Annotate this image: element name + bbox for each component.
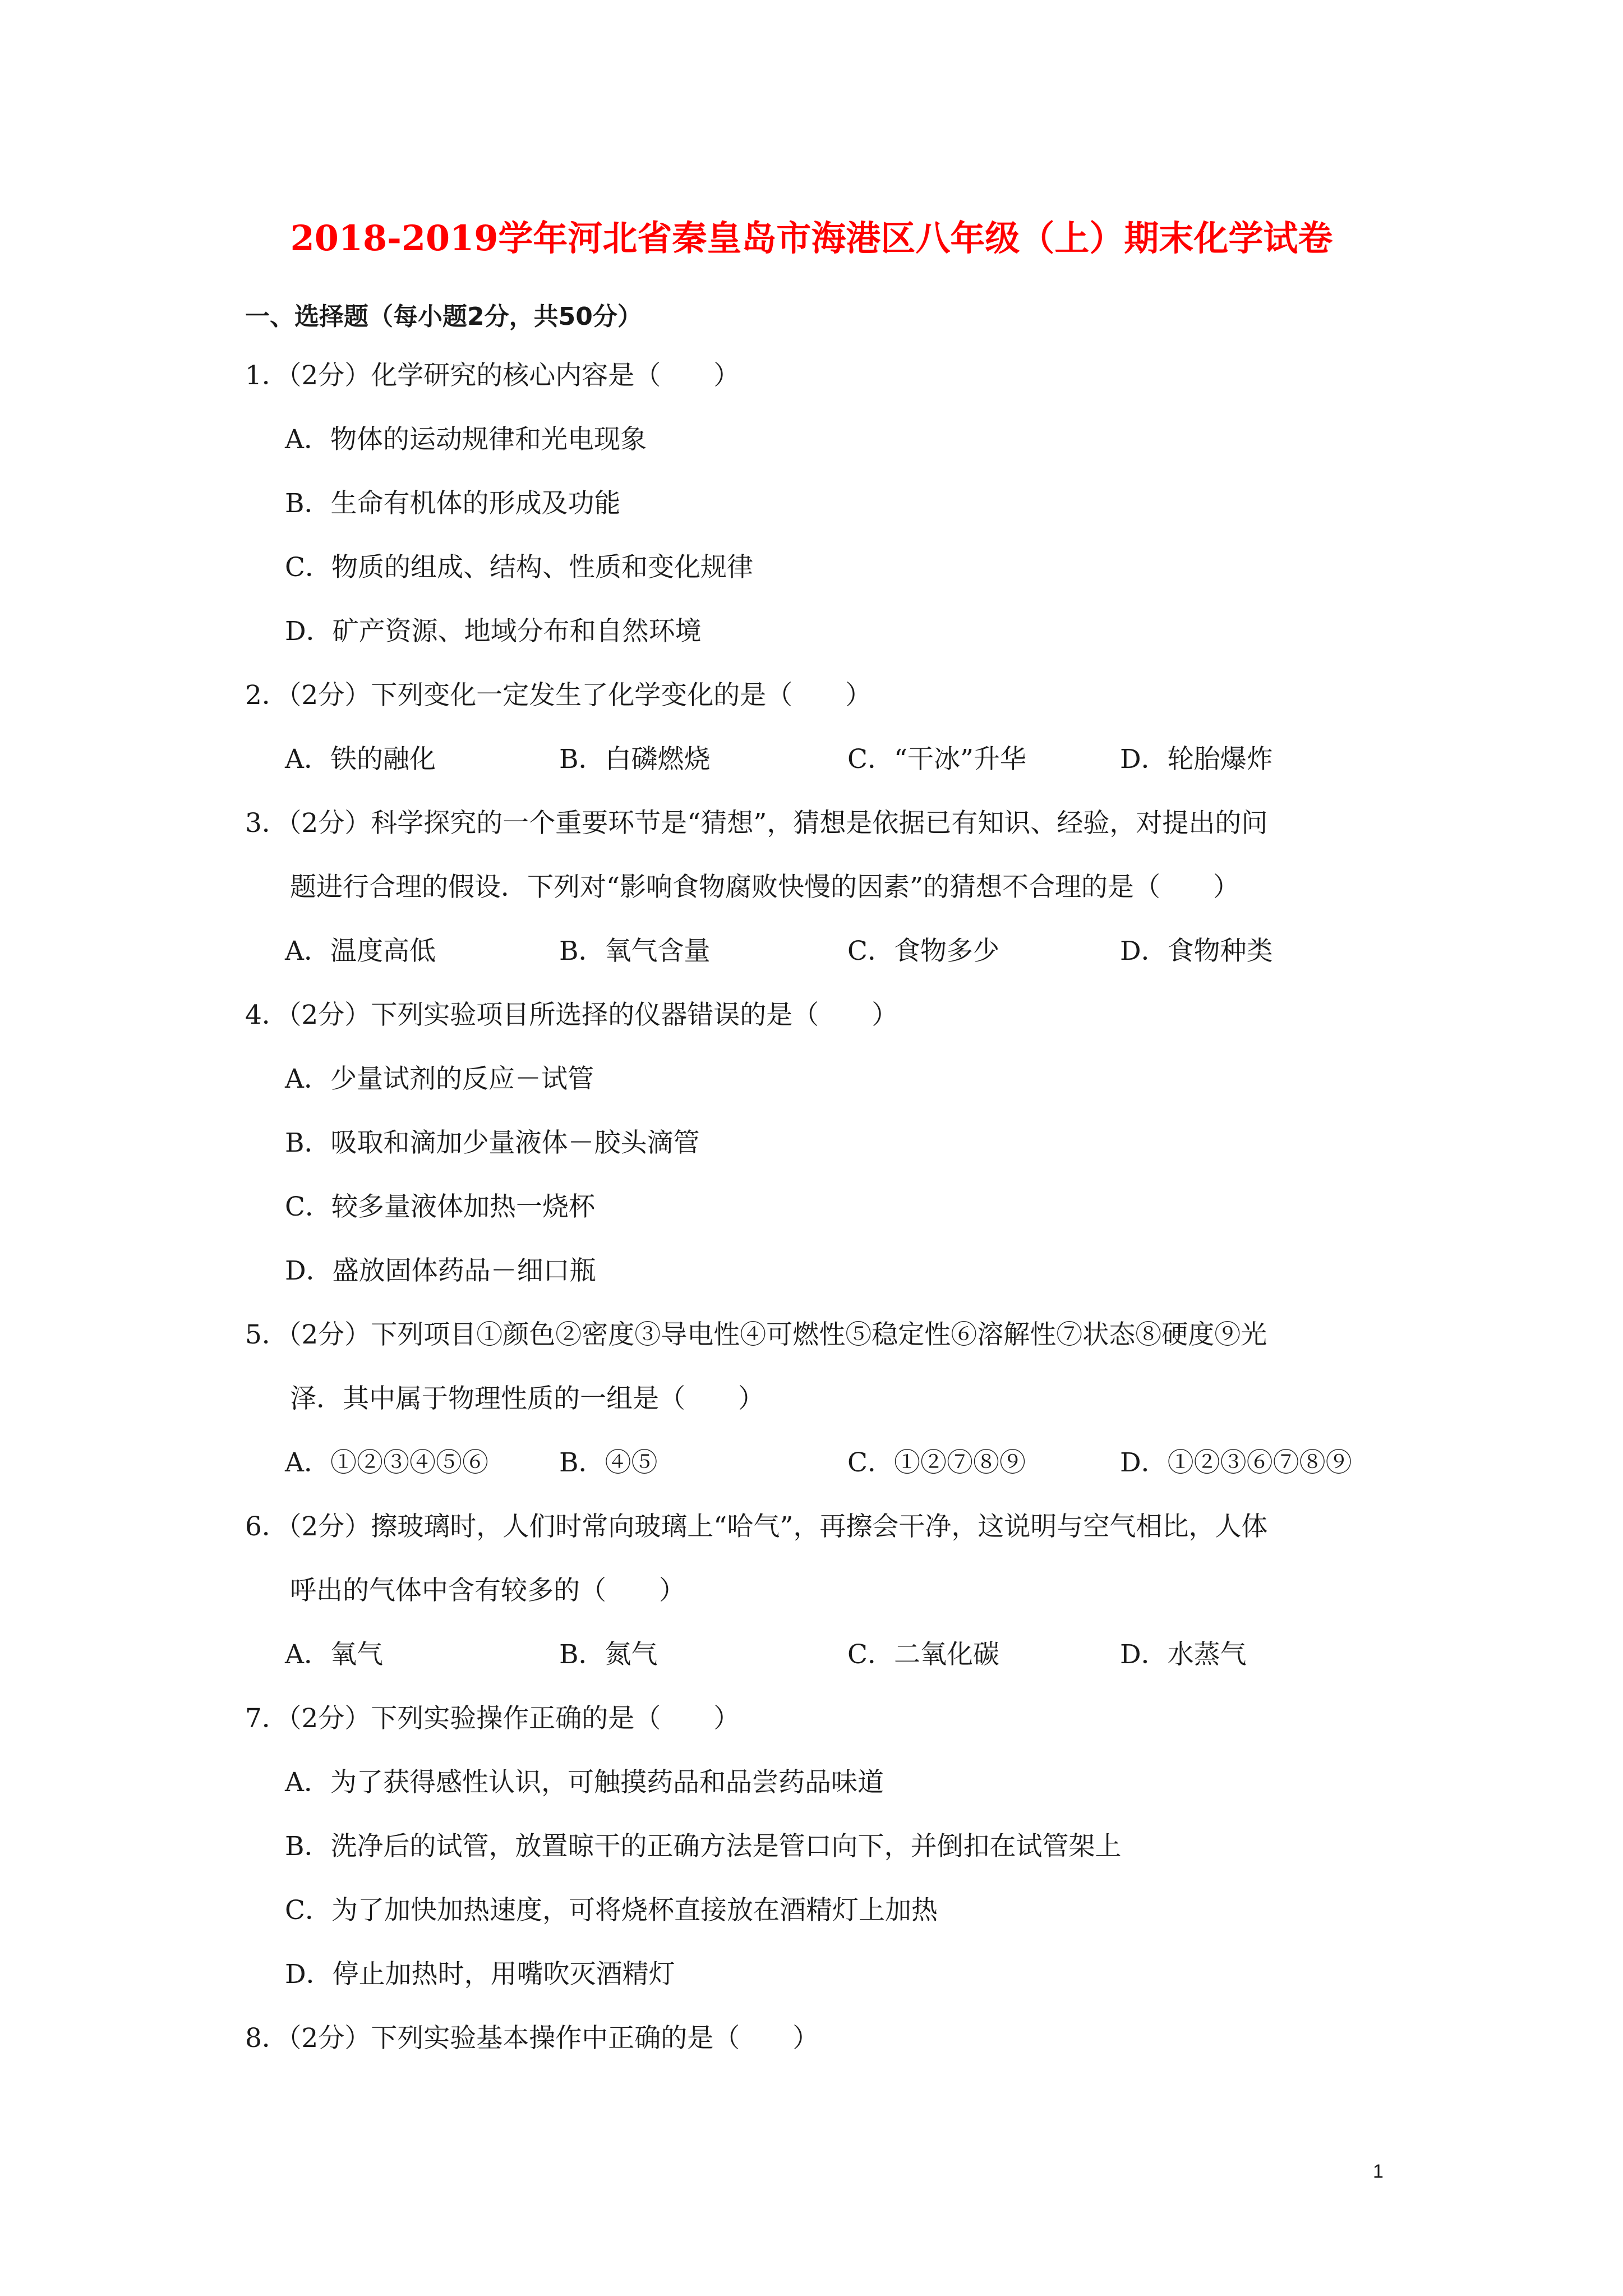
question-5-option-d: D．①②③⑥⑦⑧⑨	[1120, 1447, 1352, 1478]
question-5-stem: 5．（2分）下列项目①颜色②密度③导电性④可燃性⑤稳定性⑥溶解性⑦状态⑧硬度⑨光	[245, 1319, 1267, 1350]
section-heading: 一、选择题（每小题2分，共50分）	[245, 302, 642, 331]
question-4-option-a: A．少量试剂的反应－试管	[285, 1064, 594, 1094]
question-7-option-b: B．洗净后的试管，放置晾干的正确方法是管口向下，并倒扣在试管架上	[285, 1831, 1122, 1862]
question-8-stem: 8．（2分）下列实验基本操作中正确的是（ ）	[245, 2023, 819, 2054]
question-1-option-c: C．物质的组成、结构、性质和变化规律	[285, 552, 753, 583]
question-5-option-c: C．①②⑦⑧⑨	[847, 1447, 1026, 1478]
question-3-option-b: B．氧气含量	[559, 936, 711, 967]
question-6-option-b: B．氮气	[559, 1639, 658, 1670]
question-5-option-a: A．①②③④⑤⑥	[285, 1447, 488, 1478]
question-2-option-b: B．白磷燃烧	[559, 744, 711, 775]
question-1-option-d: D．矿产资源、地域分布和自然环境	[285, 616, 702, 647]
question-2-option-a: A．铁的融化	[285, 744, 436, 775]
question-4-option-d: D．盛放固体药品－细口瓶	[285, 1255, 596, 1286]
page-number: 1	[1373, 2161, 1384, 2182]
question-3-option-a: A．温度高低	[285, 936, 436, 967]
question-3-stem: 3．（2分）科学探究的一个重要环节是“猜想”，猜想是依据已有知识、经验，对提出的问	[245, 808, 1268, 839]
question-2-option-c: C．“干冰”升华	[847, 744, 1027, 775]
question-6-stem-continued: 呼出的气体中含有较多的（ ）	[290, 1575, 685, 1606]
question-6-option-a: A．氧气	[285, 1639, 383, 1670]
question-6-option-c: C．二氧化碳	[847, 1639, 999, 1670]
question-6-option-d: D．水蒸气	[1120, 1639, 1247, 1670]
question-1-stem: 1．（2分）化学研究的核心内容是（ ）	[245, 360, 740, 391]
question-3-stem-continued: 题进行合理的假设．下列对“影响食物腐败快慢的因素”的猜想不合理的是（ ）	[290, 872, 1240, 903]
question-7-option-a: A．为了获得感性认识，可触摸药品和品尝药品味道	[285, 1767, 884, 1798]
question-1-option-b: B．生命有机体的形成及功能	[285, 488, 621, 519]
question-4-option-c: C．较多量液体加热一烧杯	[285, 1191, 595, 1222]
question-2-option-d: D．轮胎爆炸	[1120, 744, 1273, 775]
question-4-stem: 4．（2分）下列实验项目所选择的仪器错误的是（ ）	[245, 1000, 898, 1030]
exam-title: 2018-2019学年河北省秦皇岛市海港区八年级（上）期末化学试卷	[290, 218, 1333, 259]
question-6-stem: 6．（2分）擦玻璃时，人们时常向玻璃上“哈气”，再擦会干净，这说明与空气相比，人体	[245, 1511, 1268, 1542]
question-5-stem-continued: 泽．其中属于物理性质的一组是（ ）	[290, 1383, 764, 1414]
question-7-stem: 7．（2分）下列实验操作正确的是（ ）	[245, 1703, 740, 1734]
question-4-option-b: B．吸取和滴加少量液体－胶头滴管	[285, 1128, 700, 1158]
question-7-option-c: C．为了加快加热速度，可将烧杯直接放在酒精灯上加热	[285, 1895, 938, 1926]
question-2-stem: 2．（2分）下列变化一定发生了化学变化的是（ ）	[245, 680, 872, 711]
question-3-option-c: C．食物多少	[847, 936, 999, 967]
question-1-option-a: A．物体的运动规律和光电现象	[285, 424, 647, 455]
question-7-option-d: D．停止加热时，用嘴吹灭酒精灯	[285, 1959, 675, 1990]
question-5-option-b: B．④⑤	[559, 1447, 658, 1478]
question-3-option-d: D．食物种类	[1120, 936, 1273, 967]
